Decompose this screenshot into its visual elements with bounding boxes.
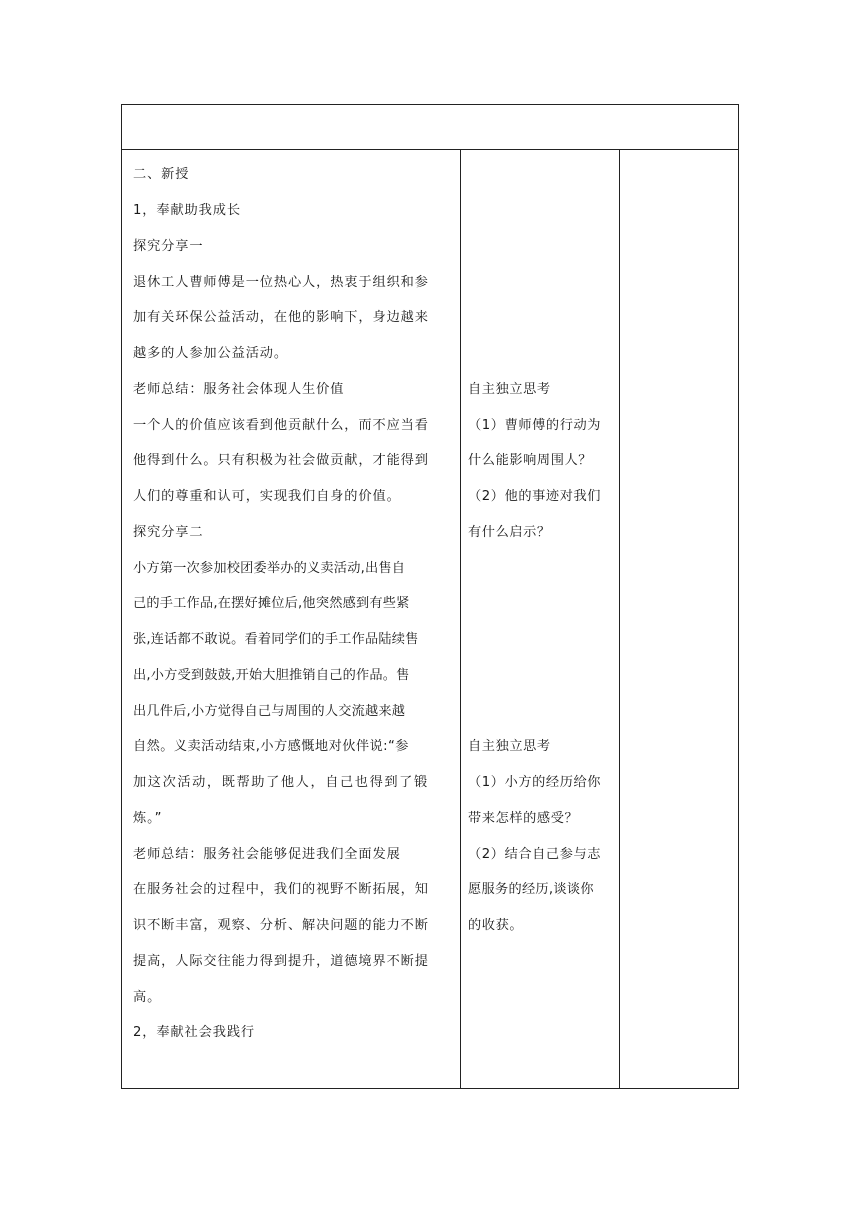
activity-heading: 探究分享一 — [133, 239, 204, 254]
student-task-heading: 自主独立思考 — [468, 739, 551, 754]
question-line: 什么能影响周围人？ — [468, 453, 593, 468]
paragraph-line: 在服务社会的过程中，我们的视野不断拓展，知 — [133, 882, 429, 897]
question-line: 有什么启示？ — [468, 525, 551, 540]
paragraph-line: 人们的尊重和认可，实现我们自身的价值。 — [133, 489, 401, 504]
section-heading: 二、新授 — [133, 167, 190, 182]
question-line: 的收获。 — [468, 918, 524, 933]
paragraph-line: 加这次活动，既帮助了他人，自己也得到了锻 — [133, 775, 429, 790]
column-divider — [460, 150, 461, 1088]
teacher-summary-heading: 老师总结：服务社会能够促进我们全面发展 — [133, 847, 401, 862]
paragraph-line: 出几件后,小方觉得自己与周围的人交流越来越 — [133, 704, 406, 719]
teacher-summary-heading: 老师总结：服务社会体现人生价值 — [133, 382, 345, 397]
column-divider — [619, 150, 620, 1088]
paragraph-line: 张,连话都不敢说。看着同学们的手工作品陆续售 — [133, 632, 419, 647]
question-line: 愿服务的经历,谈谈你 — [468, 882, 594, 897]
paragraph-line: 己的手工作品,在摆好摊位后,他突然感到有些紧 — [133, 596, 410, 611]
notes-column — [627, 150, 732, 151]
paragraph-line: 提高，人际交往能力得到提升，道德境界不断提 — [133, 954, 429, 969]
table-header-row — [122, 105, 738, 150]
activity-heading: 探究分享二 — [133, 525, 204, 540]
paragraph-line: 自然。义卖活动结束,小方感慨地对伙伴说:“参 — [133, 739, 409, 754]
question-line: （2）结合自己参与志 — [468, 847, 602, 862]
question-line: （1）曹师傅的行动为 — [468, 418, 602, 433]
paragraph-line: 高。 — [133, 990, 162, 1005]
lesson-plan-table — [121, 104, 739, 1089]
paragraph-line: 退休工人曹师傅是一位热心人，热衷于组织和参 — [133, 275, 429, 290]
paragraph-line: 加有关环保公益活动，在他的影响下，身边越来 — [133, 310, 429, 325]
paragraph-line: 一个人的价值应该看到他贡献什么，而不应当看 — [133, 418, 429, 433]
subsection-heading: 1，奉献助我成长 — [133, 203, 241, 218]
paragraph-line: 他得到什么。只有积极为社会做贡献，才能得到 — [133, 453, 429, 468]
paragraph-line: 炼。” — [133, 811, 163, 826]
question-line: （2）他的事迹对我们 — [468, 489, 602, 504]
paragraph-line: 出,小方受到鼓鼓,开始大胆推销自己的作品。售 — [133, 668, 410, 683]
subsection-heading: 2，奉献社会我践行 — [133, 1025, 255, 1040]
question-line: 带来怎样的感受？ — [468, 811, 579, 826]
paragraph-line: 小方第一次参加校团委举办的义卖活动,出售自 — [133, 561, 406, 576]
student-task-heading: 自主独立思考 — [468, 382, 551, 397]
question-line: （1）小方的经历给你 — [468, 775, 602, 790]
paragraph-line: 越多的人参加公益活动。 — [133, 346, 288, 361]
paragraph-line: 识不断丰富，观察、分析、解决问题的能力不断 — [133, 918, 429, 933]
